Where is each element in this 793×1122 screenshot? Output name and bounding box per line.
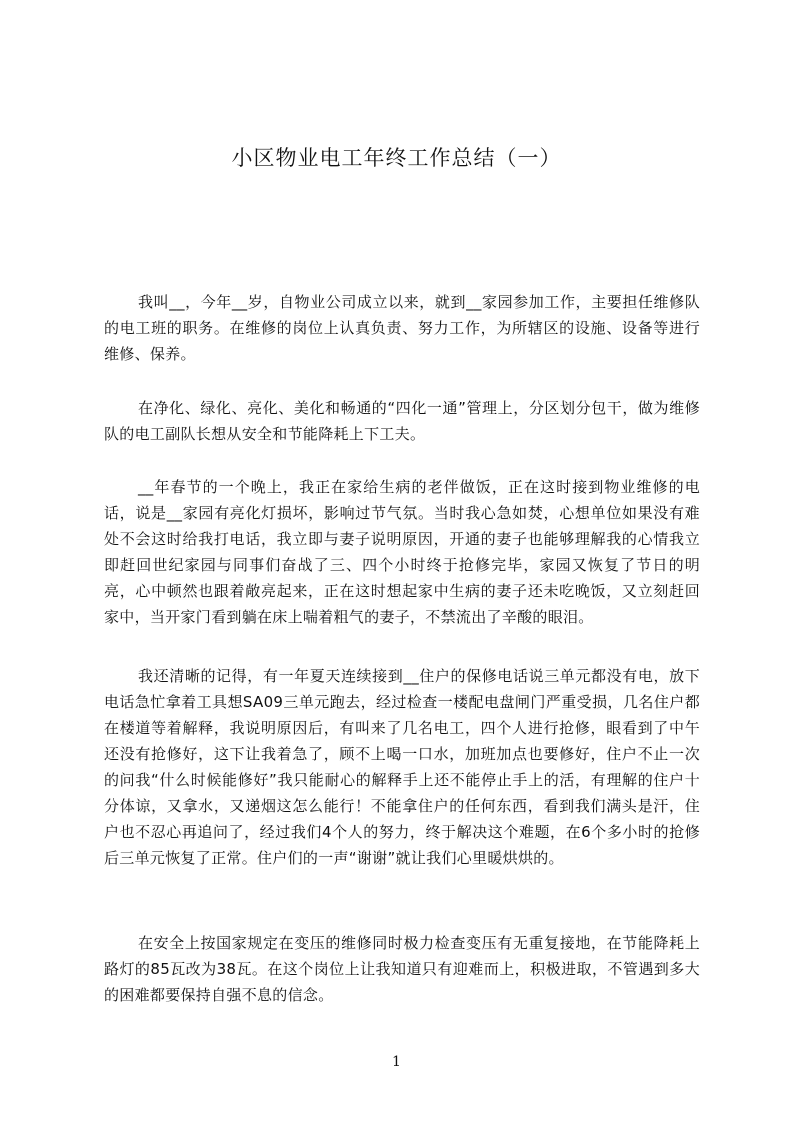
- paragraph-spring-festival-repair: __年春节的一个晚上，我正在家给生病的老伴做饭，正在这时接到物业维修的电话，说是__家园有亮化灯损坏，影响过节气氛。当时我心急如焚，心想单位如果没有难处不会这时给我打电话，我立即与妻子说明原因，开通的妻子也能够理解我的心情我立即赶回世纪家园与同事们奋战了三、四个小时终于抢修完毕，家园又恢复了节日的明亮，心中顿然也跟着敞亮起来，正在这时想起家中生病的妻子还未吃晚饭，又立刻赶回家中，当开家门看到躺在床上喘着粗气的妻子，不禁流出了辛酸的眼泪。: [104, 478, 700, 626]
- paragraph-summer-repair: 我还清晰的记得，有一年夏天连续接到__住户的保修电话说三单元都没有电，放下电话急忙拿着工具想SA09三单元跑去，经过检查一楼配电盘闸门严重受损，几名住户都在楼道等着解释，我说明原因后，有叫来了几名电工，四个人进行抢修，眼看到了中午还没有抢修好，这下让我着急了，顾不上喝一口水，加班加点也要修好，住户不止一次的问我“什么时候能修好”我只能耐心的解释手上还不能停止手上的活，有理解的住户十分体谅，又拿水，又递烟这怎么能行！不能拿住户的任何东西，看到我们满头是汗，住户也不忍心再追问了，经过我们4个人的努力，终于解决这个难题，在6个多小时的抢修后三单元恢复了正常。住户们的一声“谢谢”就让我们心里暖烘烘的。: [104, 667, 700, 867]
- paragraph-introduction: 我叫__，今年__岁，自物业公司成立以来，就到__家园参加工作，主要担任维修队的电工班的职务。在维修的岗位上认真负责、努力工作，为所辖区的设施、设备等进行维修、保养。: [104, 293, 700, 363]
- paragraph-safety-energy-saving: 在安全上按国家规定在变压的维修同时极力检查变压有无重复接地，在节能降耗上路灯的85瓦改为38瓦。在这个岗位上让我知道只有迎难而上，积极进取，不管遇到多大的困难都要保持自强不息的信念。: [104, 934, 700, 1004]
- page-number: 1: [392, 1054, 401, 1070]
- document-title: 小区物业电工年终工作总结（一）: [231, 146, 562, 170]
- paragraph-management: 在净化、绿化、亮化、美化和畅通的“四化一通”管理上，分区划分包干，做为维修队的电工副队长想从安全和节能降耗上下工夫。: [104, 399, 700, 443]
